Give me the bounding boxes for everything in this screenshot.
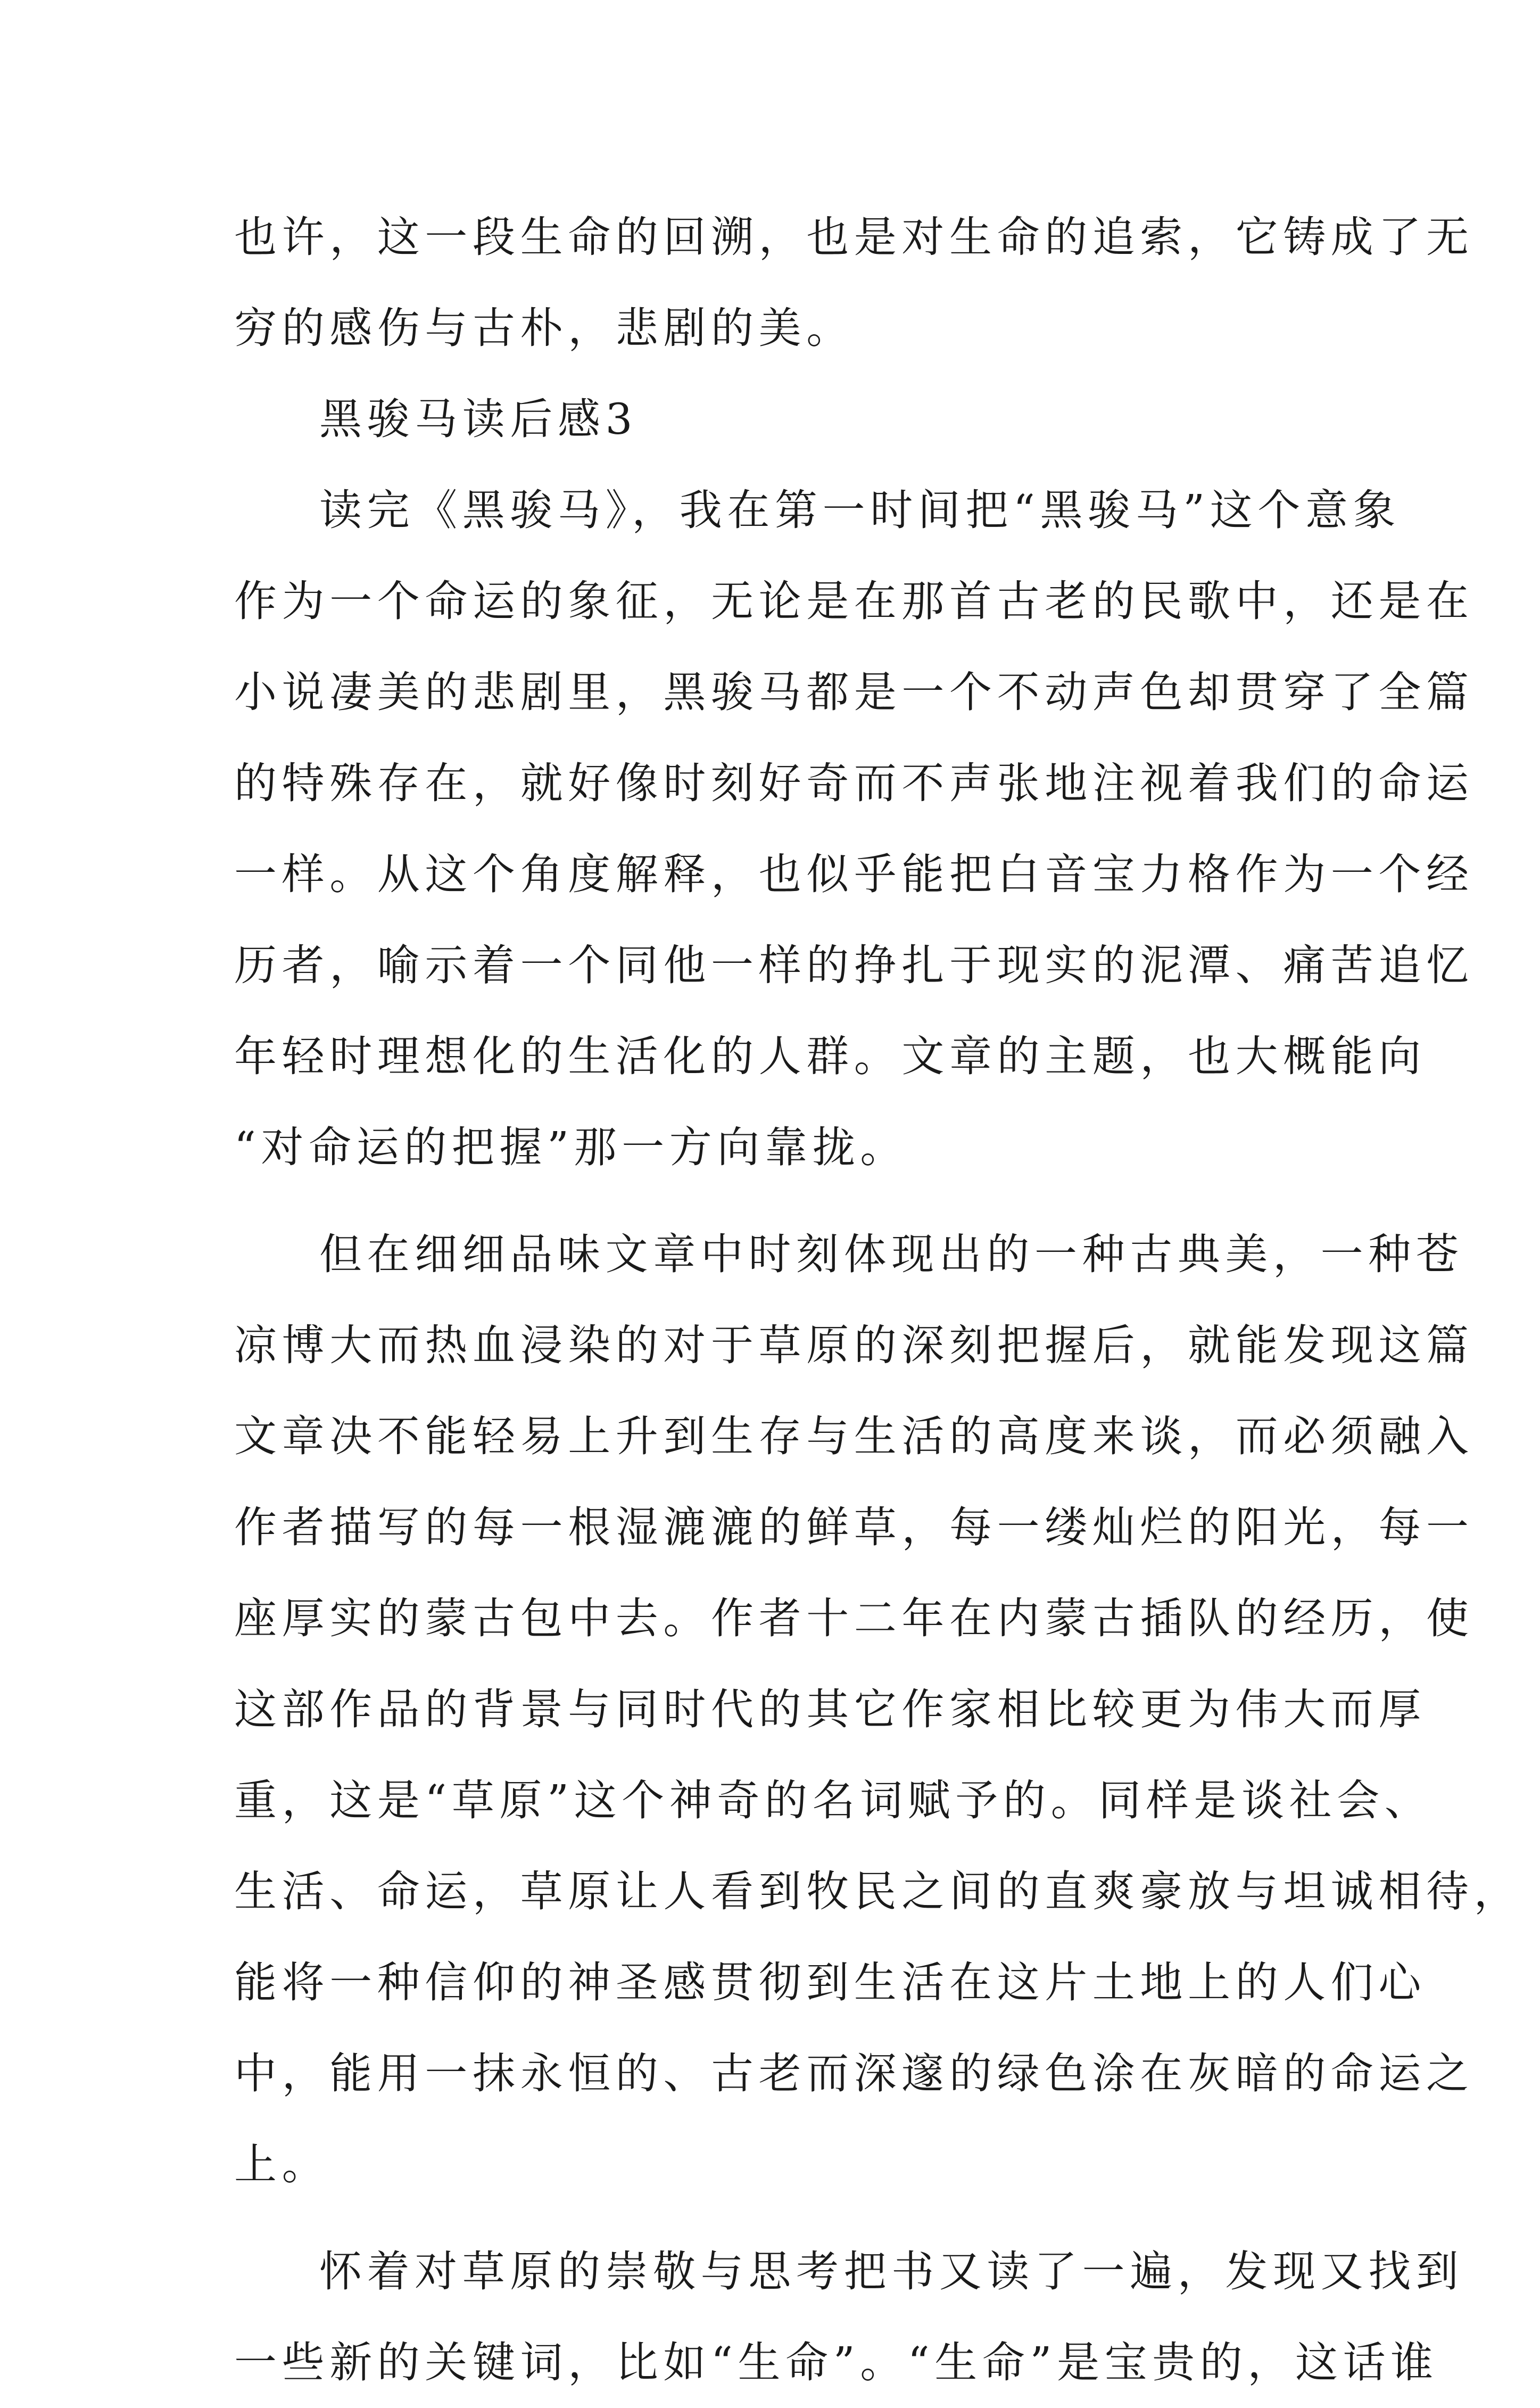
- text-line: 也许，这一段生命的回溯，也是对生命的追索，它铸成了无: [234, 212, 1474, 262]
- text-line: 凉博大而热血浸染的对于草原的深刻把握后，就能发现这篇: [234, 1321, 1474, 1370]
- text-line: 读完《黑骏马》，我在第一时间把“黑骏马”这个意象: [319, 485, 1401, 535]
- text-line: 能将一种信仰的神圣感贯彻到生活在这片土地上的人们心: [234, 1958, 1426, 2007]
- text-line: 作为一个命运的象征，无论是在那首古老的民歌中，还是在: [234, 576, 1474, 626]
- text-line: 一些新的关键词，比如“生命”。“生命”是宝贵的，这话谁: [234, 2338, 1438, 2387]
- text-line: 但在细细品味文章中时刻体现出的一种古典美，一种苍: [319, 1230, 1464, 1279]
- text-line: 中，能用一抹永恒的、古老而深邃的绿色涂在灰暗的命运之: [234, 2049, 1474, 2098]
- text-line: 一样。从这个角度解释，也似乎能把白音宝力格作为一个经: [234, 850, 1474, 899]
- text-line: 生活、命运，草原让人看到牧民之间的直爽豪放与坦诚相待，: [234, 1867, 1522, 1916]
- text-line: 的特殊存在，就好像时刻好奇而不声张地注视着我们的命运: [234, 758, 1474, 808]
- text-line: 穷的感伤与古朴，悲剧的美。: [234, 303, 854, 353]
- text-line: “对命运的把握”那一方向靠拢。: [234, 1123, 908, 1172]
- text-line: 怀着对草原的崇敬与思考把书又读了一遍，发现又找到: [319, 2247, 1464, 2296]
- text-line: 这部作品的背景与同时代的其它作家相比较更为伟大而厚: [234, 1685, 1426, 1734]
- text-line: 座厚实的蒙古包中去。作者十二年在内蒙古插队的经历，使: [234, 1594, 1474, 1643]
- section-heading: 黑骏马读后感3: [319, 394, 638, 444]
- text-line: 历者，喻示着一个同他一样的挣扎于现实的泥潭、痛苦追忆: [234, 941, 1474, 990]
- text-line: 年轻时理想化的生活化的人群。文章的主题，也大概能向: [234, 1032, 1426, 1081]
- text-line: 重，这是“草原”这个神奇的名词赋予的。同样是谈社会、: [234, 1776, 1433, 1825]
- body-text: [234, 192, 1522, 2408]
- text-line: 小说凄美的悲剧里，黑骏马都是一个不动声色却贯穿了全篇: [234, 667, 1474, 717]
- text-line: 上。: [234, 2140, 330, 2189]
- text-line: 作者描写的每一根湿漉漉的鲜草，每一缕灿烂的阳光，每一: [234, 1503, 1474, 1552]
- text-line: 文章决不能轻易上升到生存与生活的高度来谈，而必须融入: [234, 1412, 1474, 1461]
